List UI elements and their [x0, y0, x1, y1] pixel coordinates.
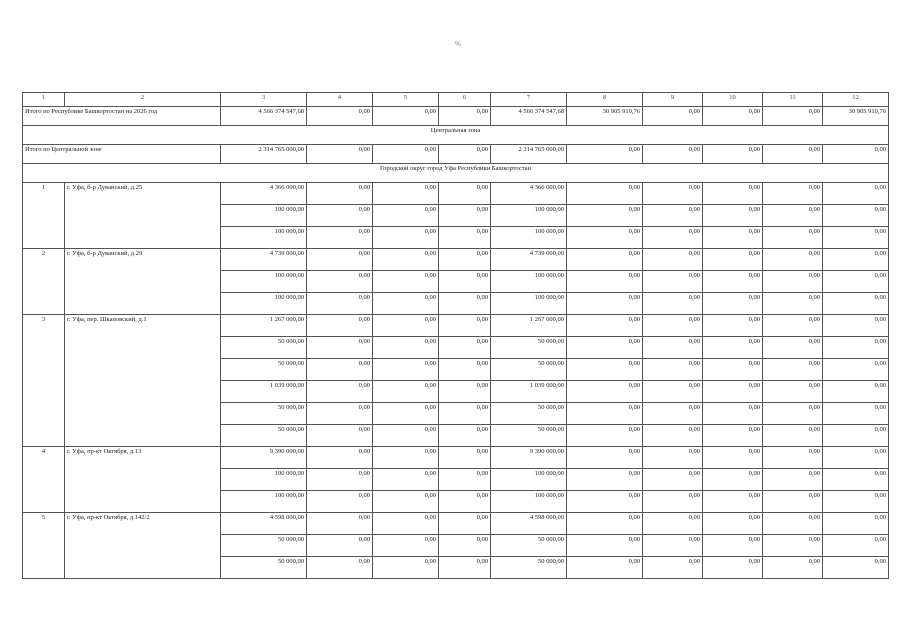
object-value: 0,00: [823, 249, 889, 271]
object-value: 50 000,00: [491, 337, 567, 359]
object-value: 0,00: [567, 403, 643, 425]
object-value: 0,00: [703, 183, 763, 205]
object-value: 0,00: [567, 315, 643, 337]
object-value: 0,00: [643, 337, 703, 359]
object-address: г. Уфа, пр-кт Октября, д.142/2: [65, 513, 221, 579]
object-value: 0,00: [567, 425, 643, 447]
object-value: 0,00: [439, 535, 491, 557]
object-value: 0,00: [703, 337, 763, 359]
total-central-value: 0,00: [703, 145, 763, 164]
object-value: 50 000,00: [221, 557, 307, 579]
object-value: 0,00: [439, 337, 491, 359]
object-value: 0,00: [567, 557, 643, 579]
object-value: 50 000,00: [221, 425, 307, 447]
object-value: 100 000,00: [221, 205, 307, 227]
object-value: 0,00: [373, 557, 439, 579]
object-value: 0,00: [307, 557, 373, 579]
object-value: 0,00: [439, 403, 491, 425]
object-value: 0,00: [763, 403, 823, 425]
object-value: 0,00: [373, 403, 439, 425]
total-central-value: 0,00: [439, 145, 491, 164]
object-value: 0,00: [567, 337, 643, 359]
budget-table: [22, 92, 889, 579]
object-value: 0,00: [373, 205, 439, 227]
object-value: 50 000,00: [491, 535, 567, 557]
object-value: 0,00: [307, 271, 373, 293]
object-value: 0,00: [643, 535, 703, 557]
object-value: 0,00: [703, 491, 763, 513]
object-value: 4 598 000,00: [491, 513, 567, 535]
object-value: 0,00: [307, 183, 373, 205]
object-value: 0,00: [643, 249, 703, 271]
total-central-value: 0,00: [823, 145, 889, 164]
object-value: 0,00: [373, 293, 439, 315]
object-value: 1 039 000,00: [221, 381, 307, 403]
total-republic-value: 0,00: [763, 107, 823, 126]
column-number-cell: 5: [373, 93, 439, 107]
object-value: 0,00: [703, 315, 763, 337]
object-value: 50 000,00: [491, 359, 567, 381]
object-value: 0,00: [373, 491, 439, 513]
object-value: 0,00: [703, 535, 763, 557]
object-value: 0,00: [307, 337, 373, 359]
object-value: 0,00: [823, 337, 889, 359]
total-republic-value: 4 566 374 547,68: [491, 107, 567, 126]
object-value: 50 000,00: [491, 425, 567, 447]
object-value: 0,00: [373, 425, 439, 447]
total-central-value: 0,00: [763, 145, 823, 164]
object-value: 0,00: [703, 447, 763, 469]
object-value: 0,00: [823, 205, 889, 227]
object-value: 0,00: [823, 381, 889, 403]
object-value: 100 000,00: [491, 271, 567, 293]
object-value: 50 000,00: [221, 337, 307, 359]
object-value: 0,00: [703, 381, 763, 403]
object-value: 0,00: [823, 425, 889, 447]
object-value: 0,00: [307, 227, 373, 249]
object-value: 0,00: [823, 403, 889, 425]
object-value: 0,00: [439, 205, 491, 227]
page-number: %: [455, 40, 461, 48]
object-value: 0,00: [703, 425, 763, 447]
total-republic-value: 0,00: [307, 107, 373, 126]
object-value: 0,00: [439, 315, 491, 337]
object-value: 0,00: [439, 271, 491, 293]
object-value: 100 000,00: [221, 293, 307, 315]
object-value: 0,00: [439, 447, 491, 469]
district-row: [23, 164, 889, 183]
object-row: [23, 315, 889, 337]
total-republic-value: 30 905 910,76: [823, 107, 889, 126]
object-row: [23, 249, 889, 271]
column-number-cell: 6: [439, 93, 491, 107]
total-central-value: 2 314 765 000,00: [221, 145, 307, 164]
object-value: 0,00: [823, 183, 889, 205]
total-central-value: 2 314 765 000,00: [491, 145, 567, 164]
object-value: 1 267 000,00: [221, 315, 307, 337]
zone-label: Центральная зона: [23, 126, 889, 145]
object-address: г. Уфа, пер. Шкаповский, д.1: [65, 315, 221, 447]
object-value: 0,00: [373, 315, 439, 337]
total-republic-label: Итого по Республике Башкортостан на 2026 год: [23, 107, 221, 126]
object-value: 0,00: [643, 447, 703, 469]
object-value: 0,00: [439, 359, 491, 381]
column-number-cell: 9: [643, 93, 703, 107]
object-value: 0,00: [823, 315, 889, 337]
object-value: 0,00: [643, 183, 703, 205]
object-value: 0,00: [307, 535, 373, 557]
object-value: 0,00: [307, 447, 373, 469]
object-value: 0,00: [703, 359, 763, 381]
object-value: 0,00: [307, 469, 373, 491]
object-value: 0,00: [703, 293, 763, 315]
object-number: 2: [23, 249, 65, 315]
object-value: 0,00: [373, 249, 439, 271]
object-value: 100 000,00: [221, 227, 307, 249]
object-value: 0,00: [567, 535, 643, 557]
column-number-cell: 8: [567, 93, 643, 107]
object-value: 0,00: [373, 271, 439, 293]
object-value: 0,00: [643, 469, 703, 491]
object-value: 0,00: [373, 183, 439, 205]
object-value: 0,00: [307, 403, 373, 425]
object-value: 50 000,00: [491, 557, 567, 579]
object-value: 0,00: [567, 227, 643, 249]
object-value: 0,00: [373, 359, 439, 381]
total-central-label: Итого по Центральной зоне: [23, 145, 221, 164]
object-value: 0,00: [703, 249, 763, 271]
object-value: 0,00: [567, 359, 643, 381]
object-value: 0,00: [439, 513, 491, 535]
object-value: 0,00: [763, 535, 823, 557]
object-value: 0,00: [373, 337, 439, 359]
object-value: 0,00: [763, 381, 823, 403]
object-value: 0,00: [567, 447, 643, 469]
object-value: 0,00: [439, 469, 491, 491]
object-value: 0,00: [823, 535, 889, 557]
object-value: 50 000,00: [221, 403, 307, 425]
object-value: 0,00: [373, 381, 439, 403]
object-value: 0,00: [643, 425, 703, 447]
object-value: 0,00: [643, 271, 703, 293]
object-value: 0,00: [307, 425, 373, 447]
total-central-value: 0,00: [307, 145, 373, 164]
object-value: 0,00: [823, 557, 889, 579]
object-value: 0,00: [307, 315, 373, 337]
object-value: 0,00: [703, 469, 763, 491]
object-value: 0,00: [567, 183, 643, 205]
object-value: 0,00: [567, 249, 643, 271]
object-value: 0,00: [703, 227, 763, 249]
object-value: 0,00: [567, 293, 643, 315]
object-value: 50 000,00: [221, 535, 307, 557]
object-value: 0,00: [439, 293, 491, 315]
object-value: 100 000,00: [491, 491, 567, 513]
column-number-cell: 1: [23, 93, 65, 107]
object-value: 0,00: [823, 469, 889, 491]
object-value: 0,00: [307, 381, 373, 403]
object-value: 0,00: [763, 359, 823, 381]
object-row: [23, 513, 889, 535]
object-value: 0,00: [763, 513, 823, 535]
object-value: 50 000,00: [491, 403, 567, 425]
object-value: 0,00: [307, 249, 373, 271]
object-value: 0,00: [763, 315, 823, 337]
object-address: г. Уфа, б-р Дуванский, д.25: [65, 183, 221, 249]
object-row: [23, 183, 889, 205]
object-value: 0,00: [823, 271, 889, 293]
object-value: 0,00: [373, 447, 439, 469]
object-value: 1 039 000,00: [491, 381, 567, 403]
object-value: 100 000,00: [491, 205, 567, 227]
object-value: 0,00: [823, 293, 889, 315]
object-value: 0,00: [567, 469, 643, 491]
object-value: 9 390 000,00: [491, 447, 567, 469]
object-value: 0,00: [307, 359, 373, 381]
object-value: 100 000,00: [221, 469, 307, 491]
object-value: 0,00: [763, 557, 823, 579]
total-republic-row: [23, 107, 889, 126]
column-number-cell: 4: [307, 93, 373, 107]
object-value: 0,00: [643, 513, 703, 535]
object-value: 0,00: [643, 491, 703, 513]
total-central-value: 0,00: [373, 145, 439, 164]
total-central-row: [23, 145, 889, 164]
object-number: 1: [23, 183, 65, 249]
column-number-cell: 12: [823, 93, 889, 107]
object-value: 0,00: [567, 491, 643, 513]
total-republic-value: 0,00: [703, 107, 763, 126]
object-value: 0,00: [763, 183, 823, 205]
object-value: 0,00: [703, 403, 763, 425]
total-republic-value: 4 566 374 547,68: [221, 107, 307, 126]
object-number: 4: [23, 447, 65, 513]
object-value: 9 390 000,00: [221, 447, 307, 469]
object-value: 4 739 000,00: [221, 249, 307, 271]
object-value: 100 000,00: [221, 491, 307, 513]
object-value: 0,00: [643, 359, 703, 381]
zone-row: [23, 126, 889, 145]
object-value: 0,00: [307, 491, 373, 513]
object-value: 0,00: [643, 381, 703, 403]
column-number-cell: 11: [763, 93, 823, 107]
object-value: 0,00: [567, 381, 643, 403]
object-value: 0,00: [439, 425, 491, 447]
total-republic-value: 30 905 910,76: [567, 107, 643, 126]
object-value: 0,00: [439, 183, 491, 205]
object-value: 100 000,00: [491, 469, 567, 491]
object-value: 0,00: [373, 469, 439, 491]
object-address: г. Уфа, пр-кт Октября, д.13: [65, 447, 221, 513]
total-republic-value: 0,00: [643, 107, 703, 126]
object-value: 0,00: [763, 469, 823, 491]
object-value: 0,00: [763, 205, 823, 227]
object-value: 0,00: [643, 403, 703, 425]
object-value: 100 000,00: [221, 271, 307, 293]
object-value: 0,00: [567, 271, 643, 293]
object-value: 0,00: [439, 249, 491, 271]
object-value: 0,00: [643, 557, 703, 579]
object-value: 0,00: [307, 205, 373, 227]
column-number-cell: 2: [65, 93, 221, 107]
object-address: г. Уфа, б-р Дуванский, д.29: [65, 249, 221, 315]
column-number-cell: 7: [491, 93, 567, 107]
total-republic-value: 0,00: [373, 107, 439, 126]
object-value: 4 366 000,00: [221, 183, 307, 205]
column-number-cell: 3: [221, 93, 307, 107]
object-value: 0,00: [703, 557, 763, 579]
object-value: 0,00: [763, 425, 823, 447]
object-value: 0,00: [703, 271, 763, 293]
object-value: 50 000,00: [221, 359, 307, 381]
object-value: 100 000,00: [491, 293, 567, 315]
object-value: 0,00: [823, 359, 889, 381]
district-label: Городской округ город Уфа Республики Башкортостан: [23, 164, 889, 183]
object-value: 4 366 000,00: [491, 183, 567, 205]
object-value: 0,00: [307, 293, 373, 315]
object-value: 0,00: [567, 513, 643, 535]
object-value: 1 267 000,00: [491, 315, 567, 337]
object-value: 0,00: [763, 227, 823, 249]
column-number-row: [23, 93, 889, 107]
object-value: 0,00: [643, 205, 703, 227]
object-number: 3: [23, 315, 65, 447]
object-value: 0,00: [439, 227, 491, 249]
object-value: 0,00: [763, 491, 823, 513]
object-value: 0,00: [439, 557, 491, 579]
object-value: 0,00: [373, 535, 439, 557]
total-central-value: 0,00: [567, 145, 643, 164]
object-value: 0,00: [307, 513, 373, 535]
object-value: 0,00: [823, 227, 889, 249]
object-value: 0,00: [373, 227, 439, 249]
object-value: 100 000,00: [491, 227, 567, 249]
object-value: 0,00: [643, 315, 703, 337]
object-value: 0,00: [703, 513, 763, 535]
object-value: 0,00: [823, 447, 889, 469]
object-number: 5: [23, 513, 65, 579]
object-value: 0,00: [439, 491, 491, 513]
column-number-cell: 10: [703, 93, 763, 107]
object-value: 0,00: [763, 271, 823, 293]
object-value: 0,00: [439, 381, 491, 403]
object-value: 4 598 000,00: [221, 513, 307, 535]
object-value: 0,00: [763, 337, 823, 359]
object-value: 0,00: [823, 491, 889, 513]
object-value: 4 739 000,00: [491, 249, 567, 271]
object-value: 0,00: [763, 447, 823, 469]
object-value: 0,00: [643, 227, 703, 249]
object-value: 0,00: [823, 513, 889, 535]
object-value: 0,00: [567, 205, 643, 227]
object-value: 0,00: [703, 205, 763, 227]
object-value: 0,00: [643, 293, 703, 315]
object-value: 0,00: [763, 249, 823, 271]
object-row: [23, 447, 889, 469]
object-value: 0,00: [373, 513, 439, 535]
total-republic-value: 0,00: [439, 107, 491, 126]
total-central-value: 0,00: [643, 145, 703, 164]
object-value: 0,00: [763, 293, 823, 315]
